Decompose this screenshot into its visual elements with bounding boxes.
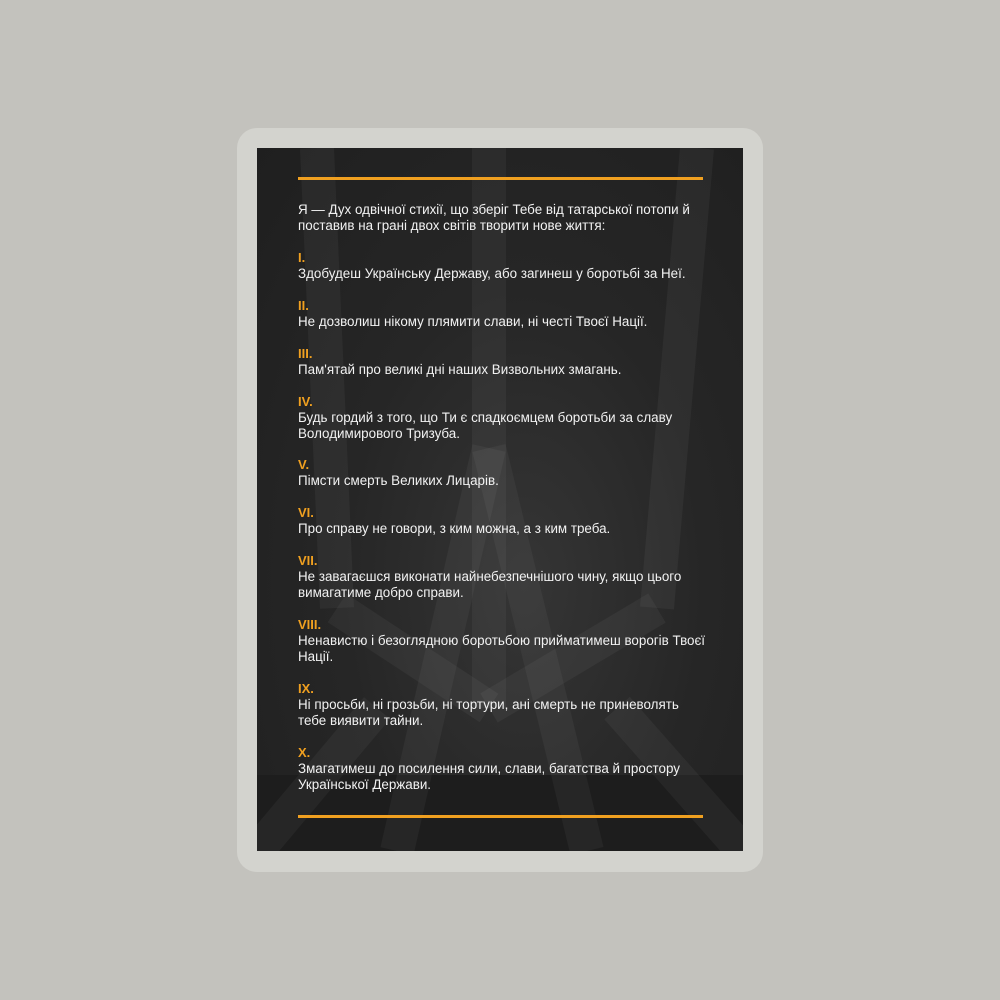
bottom-accent-rule (298, 815, 703, 818)
commandment-item (298, 505, 708, 537)
commandment-item (298, 394, 708, 442)
intro-paragraph: Я — Дух одвічної стихії, що зберіг Тебе від татарської потопи й поставив на грані двох світів творити нове життя: (298, 202, 690, 234)
commandment-item (298, 298, 708, 330)
commandment-text: Ненавистю і безоглядною боротьбою прийматимеш ворогів Твоєї Нації. (298, 632, 706, 664)
commandment-text: Ні просьби, ні грозьби, ні тортури, ані смерть не приневолять тебе виявити тайни. (298, 696, 679, 728)
commandment-numeral: III. (298, 345, 313, 361)
commandment-text: Пімсти смерть Великих Лицарів. (298, 473, 499, 489)
commandment-numeral: VI. (298, 505, 314, 521)
commandment-item (298, 617, 708, 665)
poster (257, 148, 743, 851)
top-accent-rule (298, 177, 703, 180)
commandment-item (298, 250, 708, 282)
commandment-numeral: V. (298, 457, 310, 473)
commandment-item (298, 681, 708, 729)
commandment-text: Змагатимеш до посилення сили, слави, багатства й простору Української Держави. (298, 760, 680, 792)
commandment-numeral: IV. (298, 393, 313, 409)
commandment-text: Не завагаєшся виконати найнебезпечнішого чину, якщо цього вимагатиме добро справи. (298, 568, 682, 601)
commandment-numeral: VII. (298, 552, 318, 568)
decalogue-text (298, 202, 708, 808)
commandment-text: Пам'ятай про великі дні наших Визвольних змагань. (298, 361, 622, 377)
commandment-numeral: I. (298, 250, 306, 266)
commandment-numeral: IX. (298, 680, 314, 696)
commandment-numeral: II. (298, 298, 309, 314)
commandment-text: Про справу не говори, з ким можна, а з ким треба. (298, 521, 611, 537)
commandment-item (298, 457, 708, 489)
commandment-numeral: X. (298, 744, 311, 760)
commandment-text: Не дозволиш нікому плямити слави, ні честі Твоєї Нації. (298, 314, 648, 330)
commandment-item (298, 745, 708, 793)
commandment-item (298, 346, 708, 378)
commandment-numeral: VIII. (298, 616, 322, 632)
commandment-text: Здобудеш Українську Державу, або загинеш у боротьбі за Неї. (298, 266, 686, 282)
commandment-item (298, 553, 708, 601)
commandment-text: Будь гордий з того, що Ти є спадкоємцем боротьби за славу Володимирового Тризуба. (298, 409, 673, 441)
